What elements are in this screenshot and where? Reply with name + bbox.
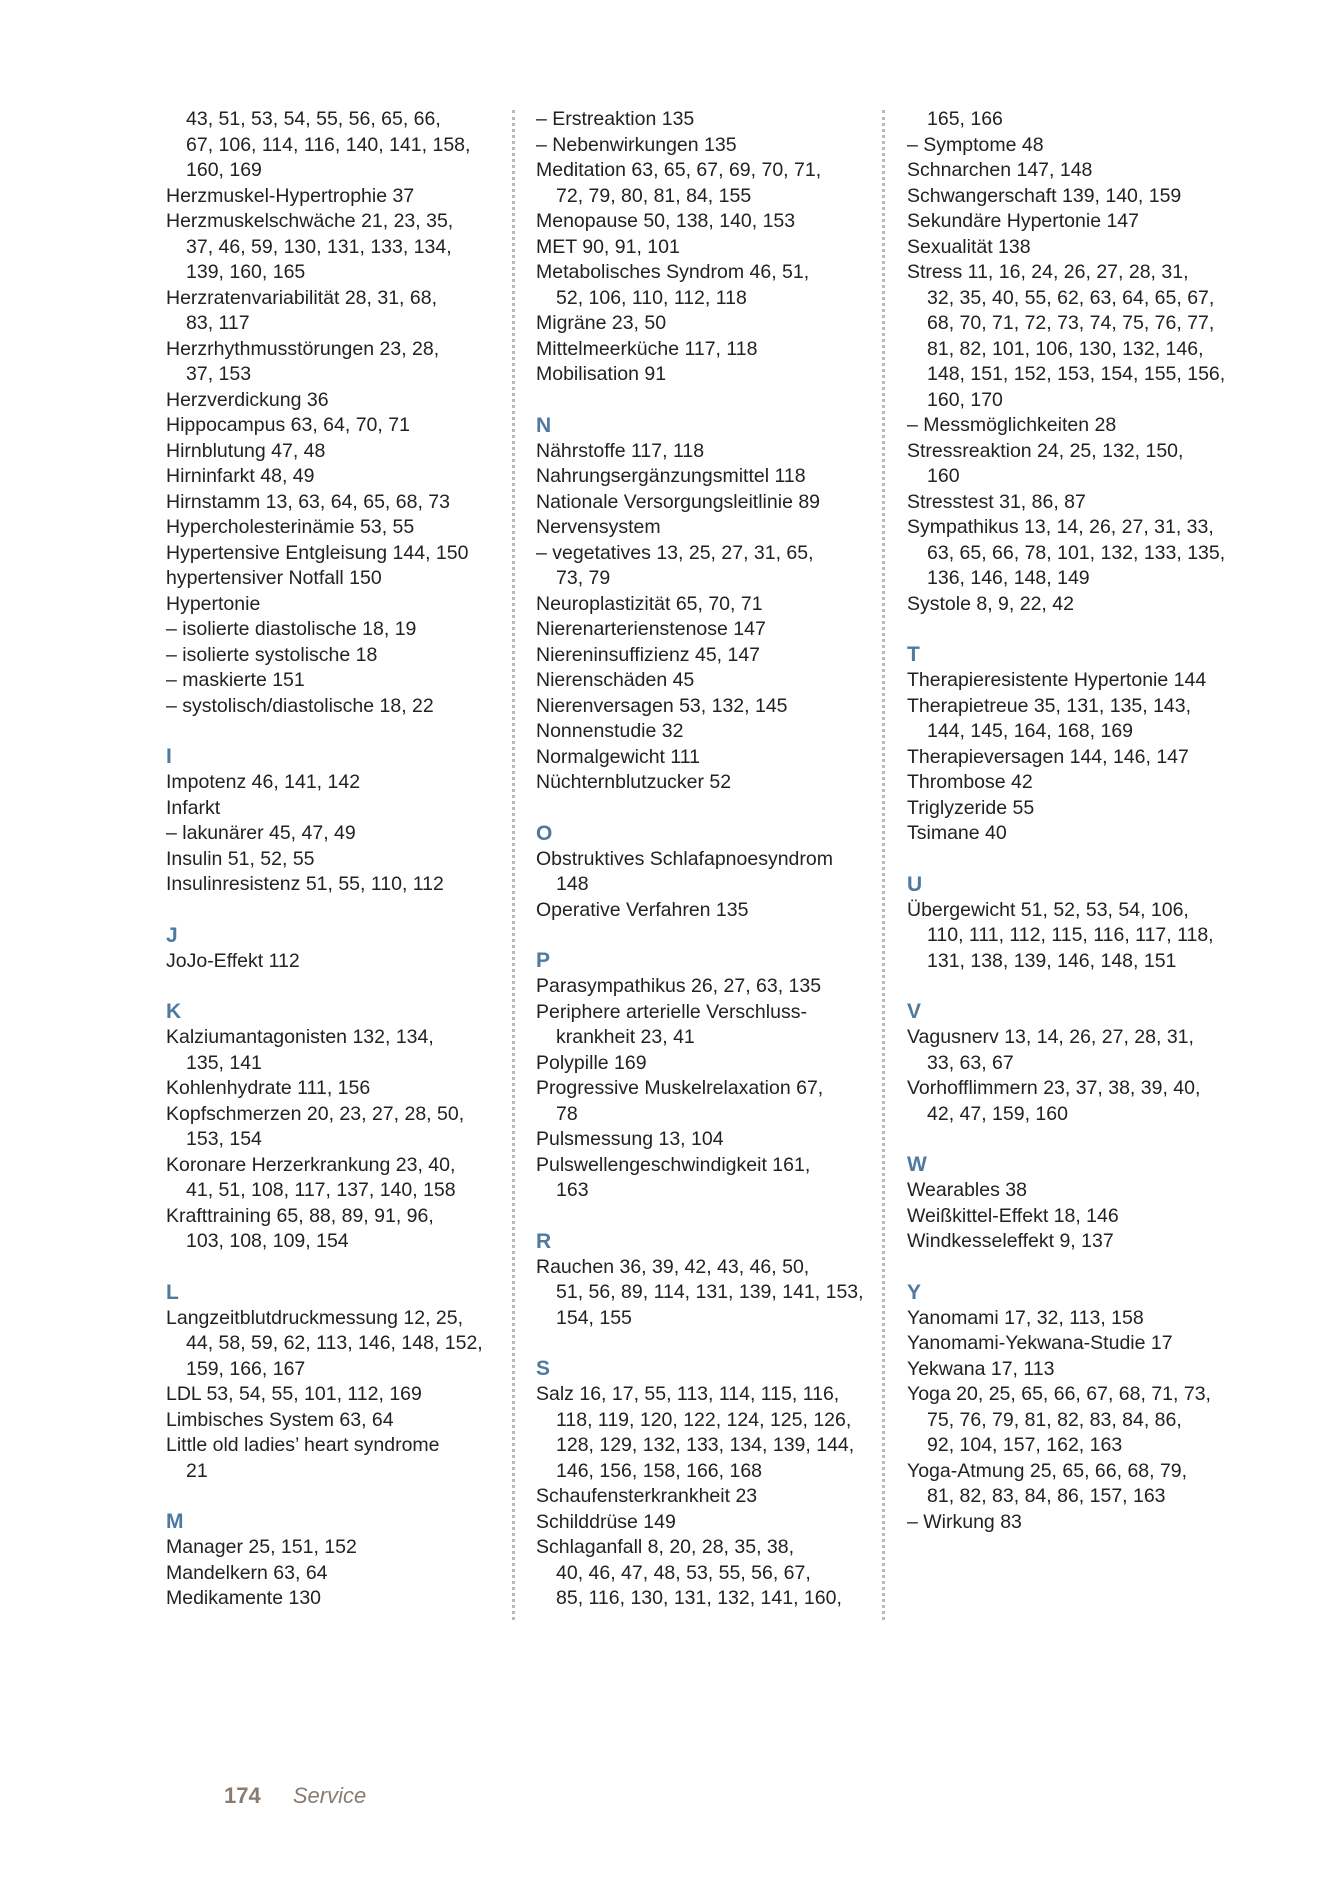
index-entry: – Messmöglichkeiten 28: [907, 414, 1117, 436]
index-entry: Kalziumantagonisten 132, 134,: [166, 1026, 434, 1048]
index-entry: Migräne 23, 50: [536, 312, 667, 334]
index-entry-continuation: 144, 145, 164, 168, 169: [927, 720, 1134, 742]
index-entry: Menopause 50, 138, 140, 153: [536, 210, 796, 232]
index-entry: – isolierte systolische 18: [166, 643, 378, 666]
index-entry: Krafttraining 65, 88, 89, 91, 96,: [166, 1204, 434, 1227]
index-entry-continuation: 160, 170: [927, 388, 1003, 411]
index-entry: Yanomami 17, 32, 113, 158: [907, 1306, 1144, 1329]
index-entry: LDL 53, 54, 55, 101, 112, 169: [166, 1383, 422, 1405]
index-entry: Koronare Herzerkrankung 23, 40,: [166, 1153, 456, 1176]
index-entry-continuation: 33, 63, 67: [927, 1051, 1014, 1074]
index-entry: Nüchternblutzucker 52: [536, 771, 732, 793]
index-entry: Yoga-Atmung 25, 65, 66, 68, 79,: [907, 1459, 1188, 1482]
index-entry-continuation: 160, 169: [186, 159, 262, 181]
index-entry-continuation: 131, 138, 139, 146, 148, 151: [927, 949, 1177, 972]
index-entry: Nonnenstudie 32: [536, 720, 684, 742]
index-entry: Herzmuskelschwäche 21, 23, 35,: [166, 210, 454, 232]
index-entry: Metabolisches Syndrom 46, 51,: [536, 261, 810, 283]
index-entry-continuation: 52, 106, 110, 112, 118: [556, 286, 747, 309]
index-entry: Neuroplastizität 65, 70, 71: [536, 592, 763, 615]
index-entry: Hypercholesterinämie 53, 55: [166, 516, 415, 538]
index-letter-heading: K: [166, 1000, 182, 1023]
index-entry-continuation: 85, 116, 130, 131, 132, 141, 160,: [556, 1587, 842, 1609]
index-entry-continuation: 73, 79: [556, 567, 611, 589]
index-entry-continuation: 159, 166, 167: [186, 1357, 306, 1380]
index-entry: Sekundäre Hypertonie 147: [907, 210, 1139, 232]
index-entry-continuation: 63, 65, 66, 78, 101, 132, 133, 135,: [927, 541, 1226, 564]
index-entry: Pulsmessung 13, 104: [536, 1128, 724, 1150]
index-entry: Insulinresistenz 51, 55, 110, 112: [166, 873, 444, 895]
index-entry: Yekwana 17, 113: [907, 1357, 1055, 1380]
index-entry-continuation: 43, 51, 53, 54, 55, 56, 65, 66,: [186, 108, 441, 130]
index-entry: Hippocampus 63, 64, 70, 71: [166, 414, 410, 436]
index-letter-heading: O: [536, 821, 553, 845]
index-entry: Schaufensterkrankheit 23: [536, 1485, 758, 1507]
index-entry: Nierenarterienstenose 147: [536, 618, 766, 640]
index-entry: Thrombose 42: [907, 771, 1033, 793]
index-column-2: [536, 107, 866, 1612]
index-entry-continuation: 165, 166: [927, 108, 1003, 130]
index-entry-continuation: 41, 51, 108, 117, 137, 140, 158: [186, 1179, 456, 1201]
index-entry: Schilddrüse 149: [536, 1510, 676, 1533]
index-column-1: [166, 107, 496, 1612]
index-entry-continuation: 148: [556, 873, 589, 895]
index-entry-continuation: 110, 111, 112, 115, 116, 117, 118,: [927, 924, 1214, 946]
index-entry: Nierenversagen 53, 132, 145: [536, 694, 788, 717]
index-entry: Yoga 20, 25, 65, 66, 67, 68, 71, 73,: [907, 1383, 1211, 1405]
index-entry: Pulswellengeschwindigkeit 161,: [536, 1153, 811, 1176]
index-entry: – Erstreaktion 135: [536, 108, 695, 130]
index-entry-continuation: 128, 129, 132, 133, 134, 139, 144,: [556, 1434, 855, 1456]
index-entry: Yanomami-Yekwana-Studie 17: [907, 1332, 1173, 1354]
index-entry: JoJo-Effekt 112: [166, 949, 300, 972]
index-entry-continuation: 42, 47, 159, 160: [927, 1102, 1068, 1125]
index-entry: Weißkittel-Effekt 18, 146: [907, 1204, 1119, 1227]
index-entry: – Symptome 48: [907, 133, 1044, 156]
index-entry-continuation: 146, 156, 158, 166, 168: [556, 1459, 763, 1482]
index-entry: Hirnblutung 47, 48: [166, 439, 326, 462]
index-letter-heading: W: [907, 1153, 927, 1176]
index-entry-continuation: 75, 76, 79, 81, 82, 83, 84, 86,: [927, 1408, 1182, 1431]
index-entry-continuation: 92, 104, 157, 162, 163: [927, 1434, 1123, 1456]
index-entry-continuation: 67, 106, 114, 116, 140, 141, 158,: [186, 133, 471, 156]
index-entry: – systolisch/diastolische 18, 22: [166, 694, 434, 717]
index-entry: – vegetatives 13, 25, 27, 31, 65,: [536, 541, 814, 564]
index-entry: Polypille 169: [536, 1051, 647, 1074]
index-entry: Mobilisation 91: [536, 363, 667, 385]
index-entry: Vorhofflimmern 23, 37, 38, 39, 40,: [907, 1077, 1201, 1099]
index-entry-continuation: 160: [927, 465, 960, 487]
index-entry: Periphere arterielle Verschluss-: [536, 1000, 807, 1023]
index-entry: Parasympathikus 26, 27, 63, 135: [536, 975, 822, 997]
index-entry: Hypertonie: [166, 592, 261, 615]
index-entry: Nahrungsergänzungsmittel 118: [536, 465, 806, 487]
index-entry: Progressive Muskelrelaxation 67,: [536, 1077, 824, 1099]
index-entry: – isolierte diastolische 18, 19: [166, 618, 417, 640]
index-letter-heading: V: [907, 1000, 922, 1023]
index-entry: Nervensystem: [536, 516, 661, 538]
index-entry: Operative Verfahren 135: [536, 898, 749, 921]
index-letter-heading: M: [166, 1510, 184, 1533]
index-entry-continuation: 44, 58, 59, 62, 113, 146, 148, 152,: [186, 1332, 483, 1354]
index-entry-continuation: 148, 151, 152, 153, 154, 155, 156,: [927, 363, 1226, 385]
index-entry: Insulin 51, 52, 55: [166, 847, 315, 870]
index-entry: Herzmuskel-Hypertrophie 37: [166, 184, 415, 207]
index-entry: Mandelkern 63, 64: [166, 1561, 328, 1584]
index-letter-heading: R: [536, 1229, 552, 1253]
index-entry: Vagusnerv 13, 14, 26, 27, 28, 31,: [907, 1026, 1194, 1048]
index-entry: Hirninfarkt 48, 49: [166, 465, 315, 487]
index-entry: Nierenschäden 45: [536, 669, 695, 691]
index-entry: Normalgewicht 111: [536, 745, 701, 768]
index-letter-heading: N: [536, 413, 552, 437]
index-entry: Therapietreue 35, 131, 135, 143,: [907, 694, 1192, 717]
index-entry: Impotenz 46, 141, 142: [166, 771, 361, 793]
index-entry-continuation: 51, 56, 89, 114, 131, 139, 141, 153,: [556, 1281, 864, 1303]
index-entry: Herzratenvariabilität 28, 31, 68,: [166, 286, 437, 309]
index-entry: Limbisches System 63, 64: [166, 1408, 394, 1431]
column-separator: [512, 110, 515, 1620]
index-entry: Systole 8, 9, 22, 42: [907, 592, 1074, 615]
index-entry: Therapieresistente Hypertonie 144: [907, 669, 1207, 691]
index-entry: Stressreaktion 24, 25, 132, 150,: [907, 439, 1184, 462]
index-entry: Hirnstamm 13, 63, 64, 65, 68, 73: [166, 490, 450, 513]
index-entry: Langzeitblutdruckmessung 12, 25,: [166, 1306, 464, 1329]
index-letter-heading: P: [536, 949, 551, 972]
index-letter-heading: T: [907, 643, 920, 666]
index-entry: Tsimane 40: [907, 822, 1007, 844]
index-entry: Stress 11, 16, 24, 26, 27, 28, 31,: [907, 261, 1189, 283]
index-entry: Nationale Versorgungsleitlinie 89: [536, 490, 821, 513]
index-entry-continuation: 40, 46, 47, 48, 53, 55, 56, 67,: [556, 1561, 811, 1584]
index-letter-heading: S: [536, 1357, 551, 1380]
index-entry: Nährstoffe 117, 118: [536, 439, 705, 462]
index-entry-continuation: 136, 146, 148, 149: [927, 567, 1090, 589]
index-entry: Herzrhythmusstörungen 23, 28,: [166, 337, 440, 360]
index-entry: Sympathikus 13, 14, 26, 27, 31, 33,: [907, 516, 1214, 538]
index-entry-continuation: 118, 119, 120, 122, 124, 125, 126,: [556, 1408, 852, 1431]
section-title: Service: [292, 1783, 367, 1808]
index-entry-continuation: 81, 82, 101, 106, 130, 132, 146,: [927, 337, 1204, 360]
index-letter-heading: L: [166, 1280, 179, 1304]
index-entry: Windkesseleffekt 9, 137: [907, 1230, 1114, 1252]
index-entry-continuation: 37, 153: [186, 363, 252, 385]
index-entry: Triglyzeride 55: [907, 796, 1035, 819]
index-entry-continuation: 163: [556, 1179, 589, 1201]
index-letter-heading: Y: [907, 1280, 922, 1304]
index-entry: – Nebenwirkungen 135: [536, 133, 737, 156]
index-entry-continuation: 68, 70, 71, 72, 73, 74, 75, 76, 77,: [927, 312, 1215, 334]
index-entry: Schwangerschaft 139, 140, 159: [907, 184, 1182, 207]
index-letter-heading: U: [907, 872, 923, 896]
index-entry: Sexualität 138: [907, 235, 1031, 258]
index-entry-continuation: krankheit 23, 41: [556, 1026, 695, 1048]
index-letter-heading: J: [166, 923, 178, 947]
index-entry: Mittelmeerküche 117, 118: [536, 337, 758, 360]
index-entry-continuation: 135, 141: [186, 1051, 262, 1074]
index-entry: – lakunärer 45, 47, 49: [166, 822, 356, 844]
index-entry-continuation: 81, 82, 83, 84, 86, 157, 163: [927, 1485, 1166, 1507]
page-number: 174: [224, 1783, 261, 1808]
page-footer: [224, 1783, 366, 1809]
index-entry-continuation: 21: [186, 1459, 208, 1482]
index-entry: Medikamente 130: [166, 1587, 322, 1609]
index-entry: Therapieversagen 144, 146, 147: [907, 745, 1189, 768]
index-entry: Infarkt: [166, 796, 221, 819]
index-entry-continuation: 72, 79, 80, 81, 84, 155: [556, 184, 752, 207]
column-separator: [882, 110, 885, 1620]
index-entry: Manager 25, 151, 152: [166, 1536, 357, 1558]
index-entry: Niereninsuffizienz 45, 147: [536, 643, 761, 666]
index-entry: Übergewicht 51, 52, 53, 54, 106,: [907, 898, 1189, 921]
index-entry: Rauchen 36, 39, 42, 43, 46, 50,: [536, 1255, 810, 1278]
index-entry-continuation: 37, 46, 59, 130, 131, 133, 134,: [186, 235, 452, 258]
index-entry: Wearables 38: [907, 1179, 1027, 1201]
index-entry: Salz 16, 17, 55, 113, 114, 115, 116,: [536, 1383, 840, 1405]
index-entry: – maskierte 151: [166, 669, 305, 691]
index-column-3: [907, 107, 1237, 1535]
index-entry: Schnarchen 147, 148: [907, 159, 1093, 181]
index-entry-continuation: 83, 117: [186, 312, 250, 334]
index-entry: hypertensiver Notfall 150: [166, 567, 382, 589]
index-entry-continuation: 153, 154: [186, 1128, 262, 1150]
index-letter-heading: I: [166, 745, 172, 768]
index-entry: Herzverdickung 36: [166, 388, 329, 411]
index-entry: Stresstest 31, 86, 87: [907, 490, 1086, 513]
index-entry: MET 90, 91, 101: [536, 235, 680, 258]
index-entry-continuation: 32, 35, 40, 55, 62, 63, 64, 65, 67,: [927, 286, 1215, 309]
index-entry: – Wirkung 83: [907, 1510, 1022, 1533]
index-entry: Schlaganfall 8, 20, 28, 35, 38,: [536, 1536, 795, 1558]
index-entry-continuation: 103, 108, 109, 154: [186, 1230, 349, 1252]
index-entry: Hypertensive Entgleisung 144, 150: [166, 541, 469, 564]
index-entry: Obstruktives Schlafapnoesyndrom: [536, 847, 833, 870]
index-entry-continuation: 78: [556, 1102, 578, 1125]
index-entry: Little old ladies’ heart syndrome: [166, 1434, 440, 1456]
index-entry-continuation: 154, 155: [556, 1306, 632, 1329]
index-entry: Kohlenhydrate 111, 156: [166, 1077, 371, 1099]
index-entry: Kopfschmerzen 20, 23, 27, 28, 50,: [166, 1102, 465, 1125]
index-entry: Meditation 63, 65, 67, 69, 70, 71,: [536, 159, 822, 181]
index-entry-continuation: 139, 160, 165: [186, 261, 306, 283]
